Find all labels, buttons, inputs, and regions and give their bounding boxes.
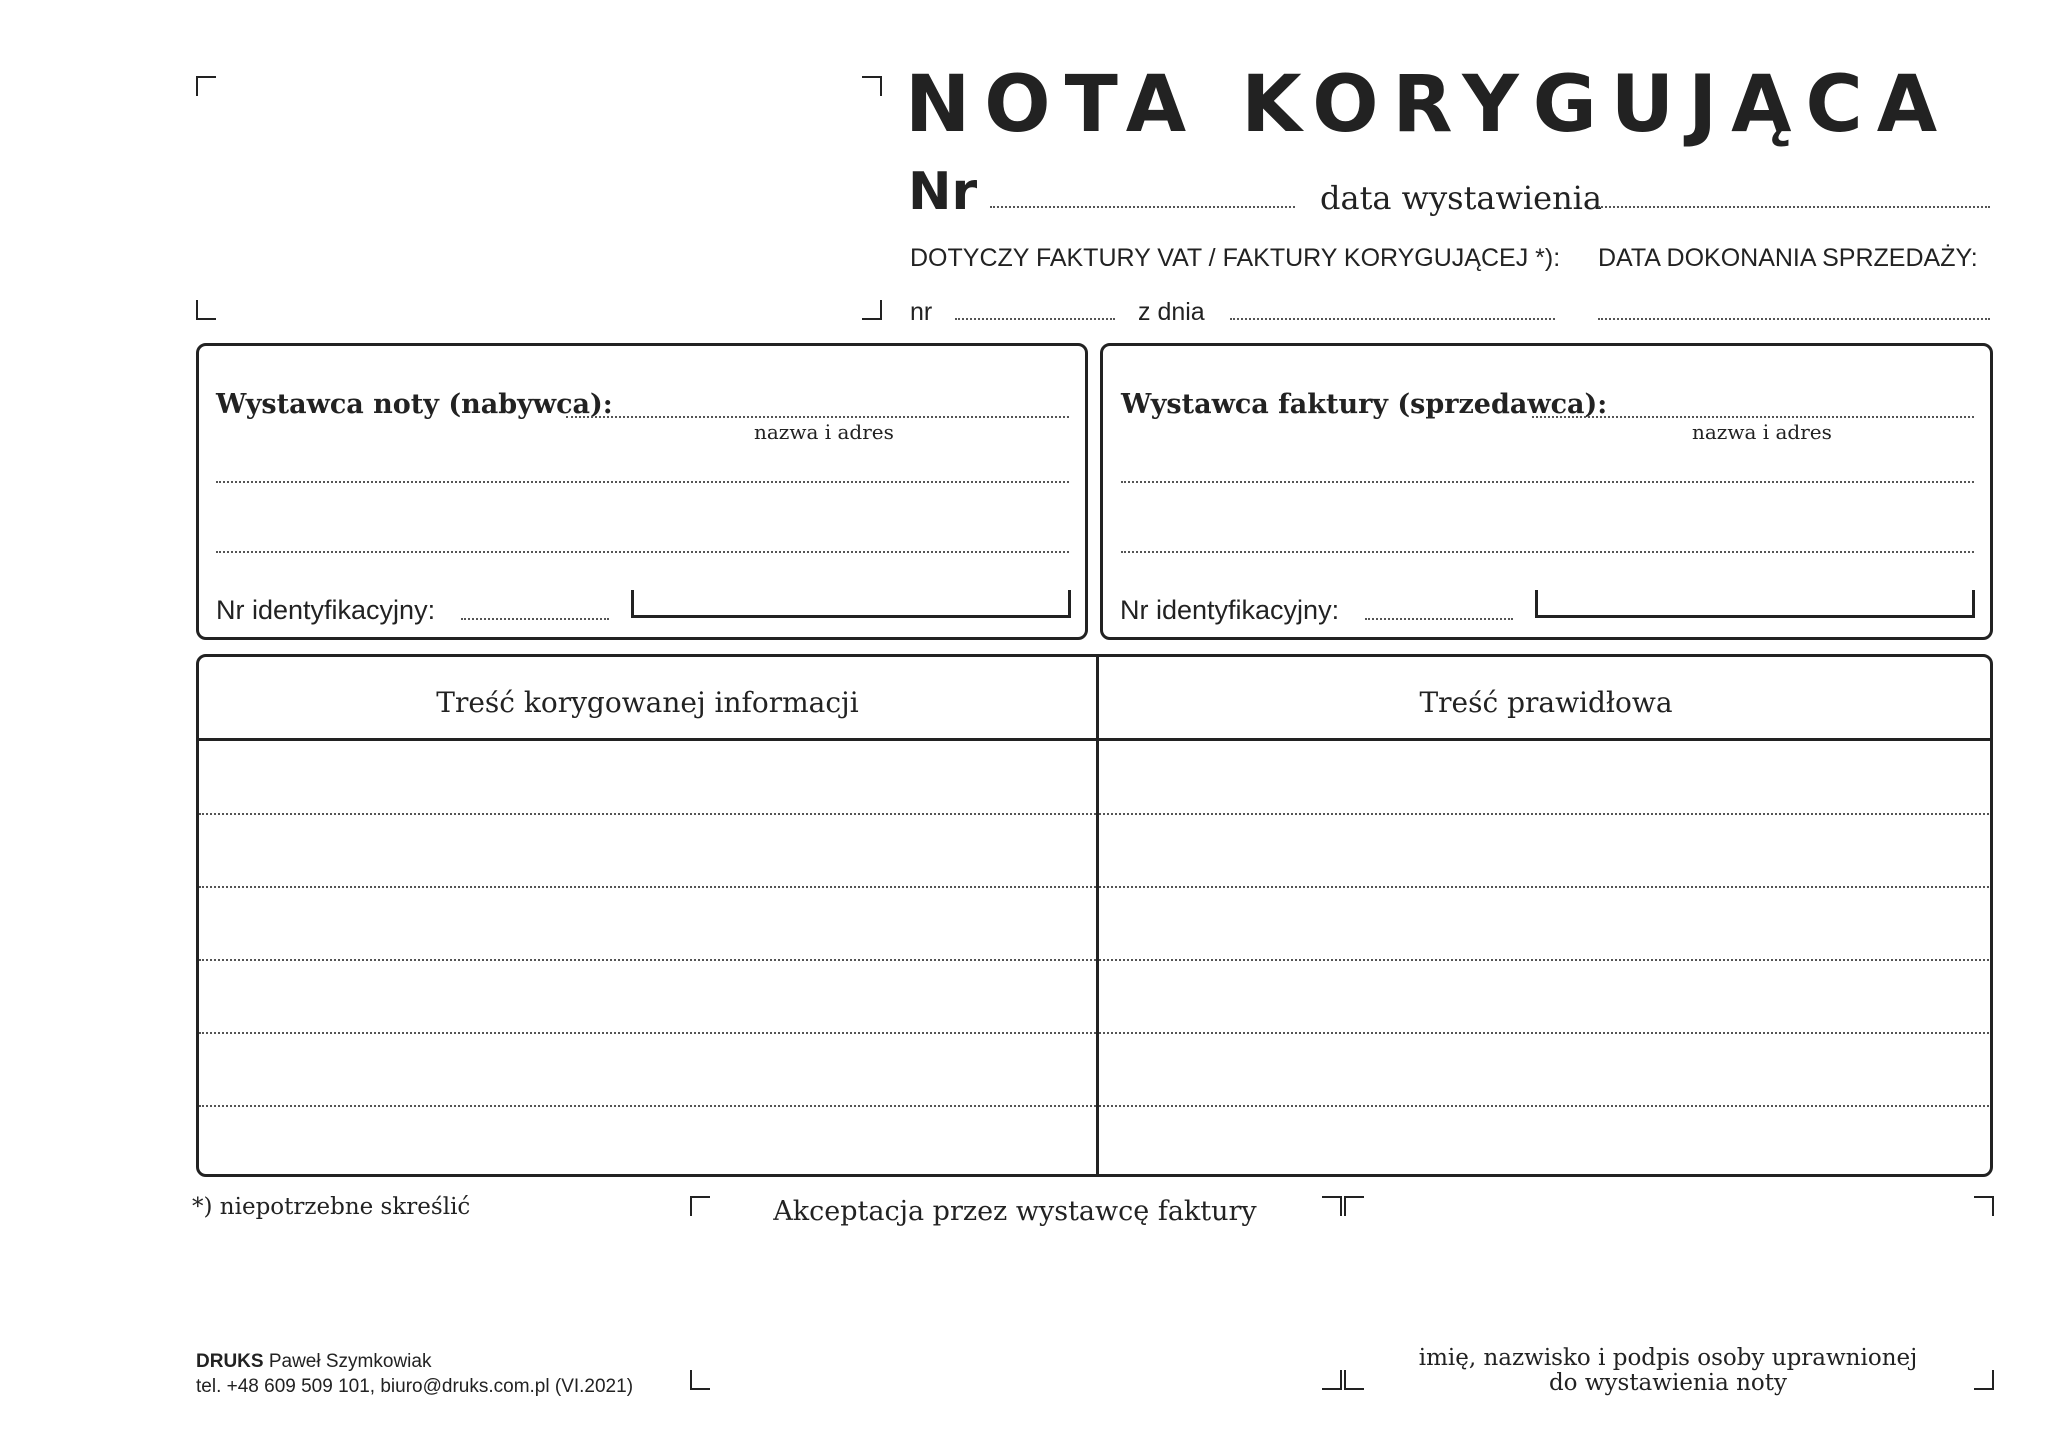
acceptance-corner-bottom-right	[1322, 1370, 1342, 1390]
correction-table	[196, 654, 1993, 1177]
table-row-line-incorrect[interactable]	[199, 886, 1096, 888]
refers-invoice-label: DOTYCZY FAKTURY VAT / FAKTURY KORYGUJĄCEJ *):	[910, 244, 1561, 272]
signature-corner-top-left	[1344, 1196, 1364, 1216]
signature-corner-top-right	[1974, 1196, 1994, 1216]
signature-label-line-1: imię, nazwisko i podpis osoby uprawnionej	[1418, 1345, 1918, 1371]
table-row-line-correct[interactable]	[1099, 1032, 1993, 1034]
stamp-corner-top-right	[862, 76, 882, 96]
column-header-incorrect: Treść korygowanej informacji	[436, 686, 859, 719]
invoice-date-field[interactable]	[1230, 318, 1555, 320]
buyer-name-field[interactable]	[566, 416, 1069, 418]
seller-id-box[interactable]	[1535, 590, 1975, 618]
table-row-line-correct[interactable]	[1099, 959, 1993, 961]
buyer-id-box[interactable]	[631, 590, 1071, 618]
seller-name-field[interactable]	[1532, 416, 1974, 418]
sale-date-field[interactable]	[1598, 318, 1990, 320]
buyer-id-field[interactable]	[461, 618, 609, 620]
buyer-id-label: Nr identyfikacyjny:	[216, 595, 436, 625]
stamp-corner-top-left	[196, 76, 216, 96]
invoice-nr-label: nr	[910, 298, 933, 326]
acceptance-corner-bottom-left	[690, 1370, 710, 1390]
buyer-name-hint: nazwa i adres	[754, 420, 894, 444]
seller-box	[1100, 343, 1993, 640]
buyer-address-line-1[interactable]	[216, 481, 1069, 483]
invoice-nr-field[interactable]	[955, 318, 1115, 320]
seller-name-hint: nazwa i adres	[1692, 420, 1832, 444]
note-number-label: Nr	[908, 162, 978, 222]
sale-date-label: DATA DOKONANIA SPRZEDAŻY:	[1598, 244, 1978, 272]
table-header-divider	[199, 738, 1990, 741]
seller-id-field[interactable]	[1365, 618, 1513, 620]
seller-box-title: Wystawca faktury (sprzedawca):	[1121, 389, 1608, 420]
publisher-imprint	[196, 1350, 633, 1399]
column-header-correct: Treść prawidłowa	[1419, 686, 1673, 719]
buyer-address-line-2[interactable]	[216, 551, 1069, 553]
table-row-line-correct[interactable]	[1099, 1105, 1993, 1107]
issue-date-label: data wystawienia	[1320, 179, 1602, 217]
note-number-field[interactable]	[990, 206, 1295, 208]
table-row-line-incorrect[interactable]	[199, 1105, 1096, 1107]
document-title: NOTA KORYGUJĄCA	[905, 60, 1952, 150]
table-row-line-correct[interactable]	[1099, 886, 1993, 888]
publisher-brand: DRUKS	[196, 1351, 264, 1372]
signature-label	[1344, 1347, 1992, 1395]
table-row-line-correct[interactable]	[1099, 813, 1993, 815]
acceptance-label: Akceptacja przez wystawcę faktury	[773, 1196, 1257, 1227]
table-row-line-incorrect[interactable]	[199, 959, 1096, 961]
stamp-corner-bottom-left	[196, 300, 216, 320]
footnote: *) niepotrzebne skreślić	[192, 1194, 471, 1220]
signature-label-line-2: do wystawienia noty	[1548, 1370, 1788, 1396]
stamp-corner-bottom-right	[862, 300, 882, 320]
publisher-contact: tel. +48 609 509 101, biuro@druks.com.pl (VI.2021)	[196, 1375, 634, 1397]
buyer-box	[196, 343, 1088, 640]
invoice-date-label: z dnia	[1138, 298, 1205, 326]
seller-address-line-1[interactable]	[1121, 481, 1974, 483]
table-row-line-incorrect[interactable]	[199, 813, 1096, 815]
seller-address-line-2[interactable]	[1121, 551, 1974, 553]
issue-date-field[interactable]	[1598, 206, 1990, 208]
table-row-line-incorrect[interactable]	[199, 1032, 1096, 1034]
buyer-box-title: Wystawca noty (nabywca):	[216, 389, 613, 420]
publisher-name: Paweł Szymkowiak	[268, 1351, 432, 1372]
table-column-divider	[1096, 657, 1099, 1174]
seller-id-label: Nr identyfikacyjny:	[1120, 595, 1340, 625]
